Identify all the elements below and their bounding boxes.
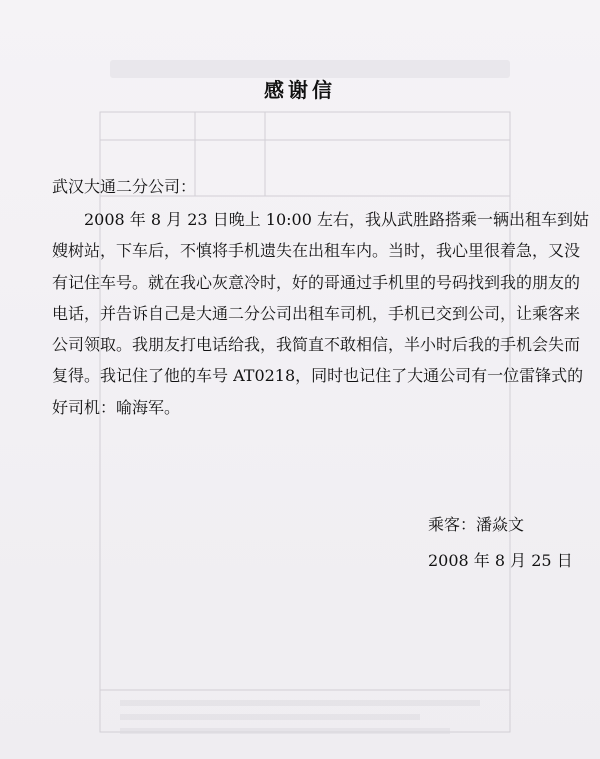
letter-date: 2008 年 8 月 25 日 bbox=[428, 551, 573, 570]
letter-signature: 乘客：潘焱文 bbox=[428, 515, 525, 534]
letter-title: 感谢信 bbox=[264, 78, 336, 102]
letter-salutation: 武汉大通二分公司： bbox=[52, 177, 197, 196]
letter-body bbox=[52, 204, 592, 423]
letter-body-paragraph: 2008 年 8 月 23 日晚上 10:00 左右，我从武胜路搭乘一辆出租车到姑嫂树站，下车后，不慎将手机遗失在出租车内。当时，我心里很着急，又没有记住车号。就在我心灰意冷时，好的哥通过手机里的号码找到我的朋友的电话，并告诉自己是大通二分公司出租车司机，手机已交到公司，让乘客来公司领取。我朋友打电话给我，我简直不敢相信，半小时后我的手机会失而复得。我记住了他的车号 AT0218，同时也记住了大通公司有一位雷锋式的好司机：喻海军。 bbox=[52, 210, 589, 417]
